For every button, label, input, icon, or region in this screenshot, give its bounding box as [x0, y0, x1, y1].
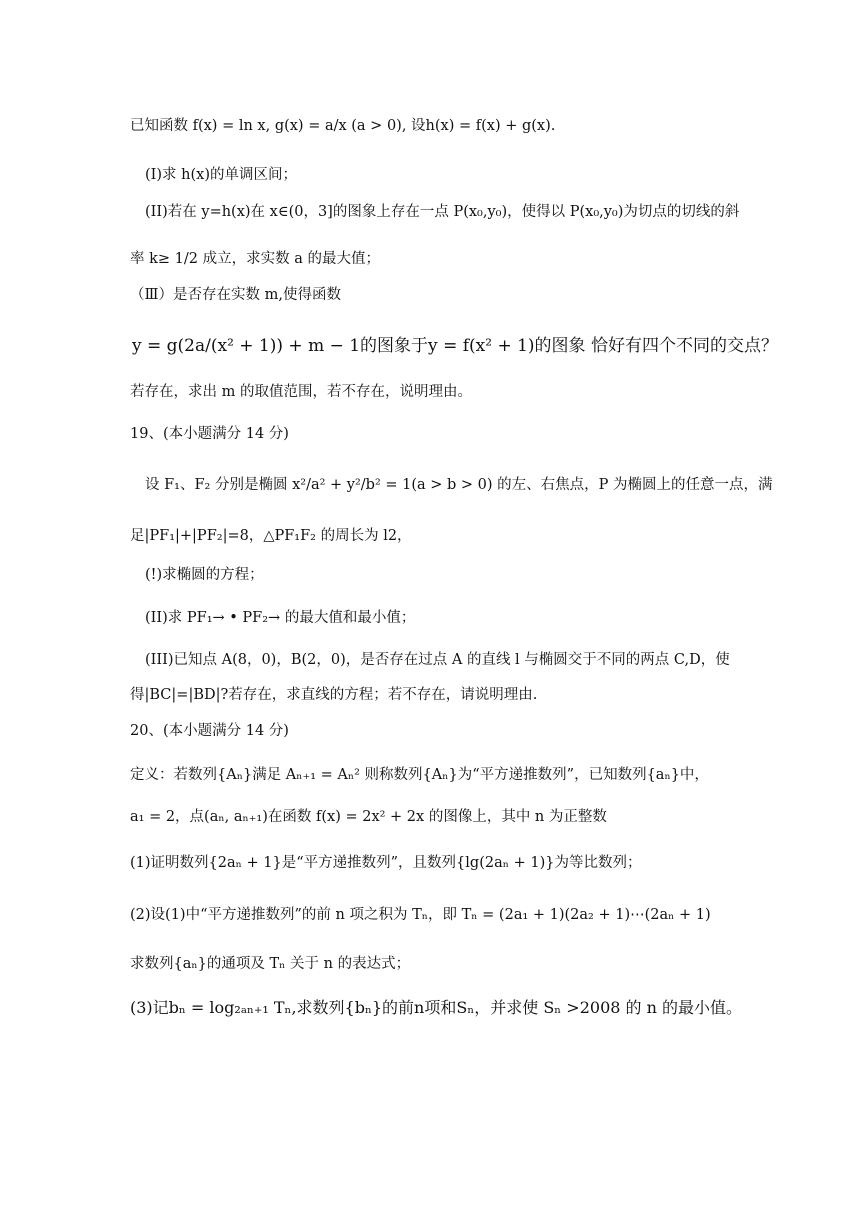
- problem-20-heading: 20、(本小题满分 14 分): [130, 723, 289, 739]
- problem-19-part-3: (III)已知点 A(8，0)，B(2，0)，是否存在过点 A 的直线 l 与椭圆交于不同的两点 C,D，使: [145, 652, 730, 668]
- problem-20-part-2-cont: 求数列{aₙ}的通项及 Tₙ 关于 n 的表达式；: [130, 956, 411, 972]
- problem-20-part-1: (1)证明数列{2aₙ + 1}是“平方递推数列”，且数列{lg(2aₙ + 1)}为等比数列；: [130, 855, 642, 871]
- problem-20-stem: a₁ = 2，点(aₙ, aₙ₊₁)在函数 f(x) = 2x² + 2x 的图像上，其中 n 为正整数: [130, 809, 607, 825]
- problem-19-part-1: (!)求椭圆的方程；: [145, 567, 264, 583]
- problem-20-definition: 定义：若数列{Aₙ}满足 Aₙ₊₁ = Aₙ² 则称数列{Aₙ}为“平方递推数列”，已知数列{aₙ}中，: [130, 767, 709, 783]
- problem-19-stem: 设 F₁、F₂ 分别是椭圆 x²/a² + y²/b² = 1(a > b > 0) 的左、右焦点，P 为椭圆上的任意一点，满: [145, 477, 773, 493]
- problem-18-part-2-cont: 率 k≥ 1/2 成立，求实数 a 的最大值；: [130, 251, 380, 267]
- problem-19-stem-cont: 足|PF₁|+|PF₂|=8，△PF₁F₂ 的周长为 l2，: [130, 528, 412, 544]
- problem-18-part-3: （Ⅲ）是否存在实数 m,使得函数: [130, 287, 341, 303]
- problem-18-part-3-formula: y = g(2a/(x² + 1)) + m − 1的图象于y = f(x² + 1)的图象 恰好有四个不同的交点？: [132, 336, 778, 356]
- problem-19-heading: 19、(本小题满分 14 分): [130, 426, 289, 442]
- problem-18-part-3-cont: 若存在，求出 m 的取值范围，若不存在，说明理由。: [130, 384, 472, 400]
- problem-18-stem: 已知函数 f(x) = ln x, g(x) = a/x (a > 0), 设h(x) = f(x) + g(x).: [130, 118, 556, 134]
- problem-18-part-1: (I)求 h(x)的单调区间；: [145, 167, 297, 183]
- problem-20-part-2: (2)设(1)中“平方递推数列”的前 n 项之积为 Tₙ，即 Tₙ = (2a₁ + 1)(2a₂ + 1)⋯(2aₙ + 1): [130, 907, 711, 923]
- problem-19-part-2: (II)求 PF₁→ • PF₂→ 的最大值和最小值；: [145, 610, 416, 626]
- problem-19-part-3-cont: 得|BC|=|BD|?若存在，求直线的方程；若不存在，请说明理由.: [130, 687, 538, 703]
- problem-18-part-2: (II)若在 y=h(x)在 x∈(0，3]的图象上存在一点 P(x₀,y₀)，使得以 P(x₀,y₀)为切点的切线的斜: [145, 204, 740, 220]
- problem-20-part-3: (3)记bₙ = log₂ₐₙ₊₁ Tₙ,求数列{bₙ}的前n项和Sₙ，并求使 Sₙ >2008 的 n 的最小值。: [130, 998, 742, 1017]
